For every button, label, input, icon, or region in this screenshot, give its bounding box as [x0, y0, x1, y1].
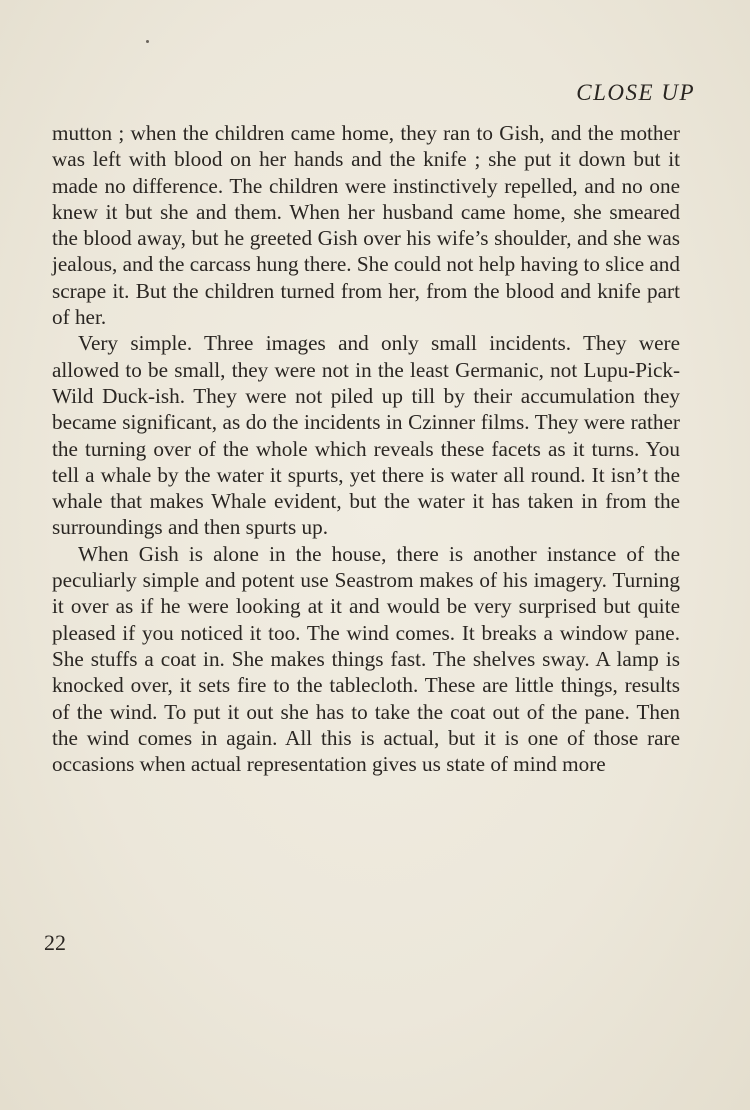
running-head: CLOSE UP [576, 80, 695, 105]
paragraph-1: mutton ; when the children came home, they ran to Gish, and the mother was left with blood on her hands and the knife ; she put it down but it made no difference. The children were instinctively repelled, and no one knew it but she and them. When her husband came home, she smeared the blood away, but he greeted Gish over his wife’s shoulder, and she was jealous, and the carcass hung there. She could not help having to slice and scrape it. But the children turned from her, from the blood and knife part of her. [52, 121, 680, 330]
ink-speck [146, 40, 149, 43]
paragraph-3: When Gish is alone in the house, there is another instance of the peculiarly simple and potent use Seastrom makes of his imagery. Turning it over as if he were looking at it and would be very surprised but quite pleased if you noticed it too. The wind comes. It breaks a window pane. She stuffs a coat in. She makes things fast. The shelves sway. A lamp is knocked over, it sets fire to the tablecloth. These are little things, results of the wind. To put it out she has to take the coat out of the pane. Then the wind comes in again. All this is actual, but it is one of those rare occasions when actual representation gives us state of mind more [52, 541, 680, 777]
paragraph-2: Very simple. Three images and only small incidents. They were allowed to be small, they were not in the least Germanic, not Lupu-Pick-Wild Duck-ish. They were not piled up till by their accumulation they became significant, as do the incidents in Czinner films. They were rather the turning over of the whole which reveals these facets as it turns. You tell a whale by the water it spurts, yet there is water all round. It isn’t the whale that makes Whale evident, but the water it has taken in from the surroundings and then spurts up. [52, 331, 680, 540]
page-number: 22 [44, 930, 66, 955]
body-text [52, 120, 680, 777]
